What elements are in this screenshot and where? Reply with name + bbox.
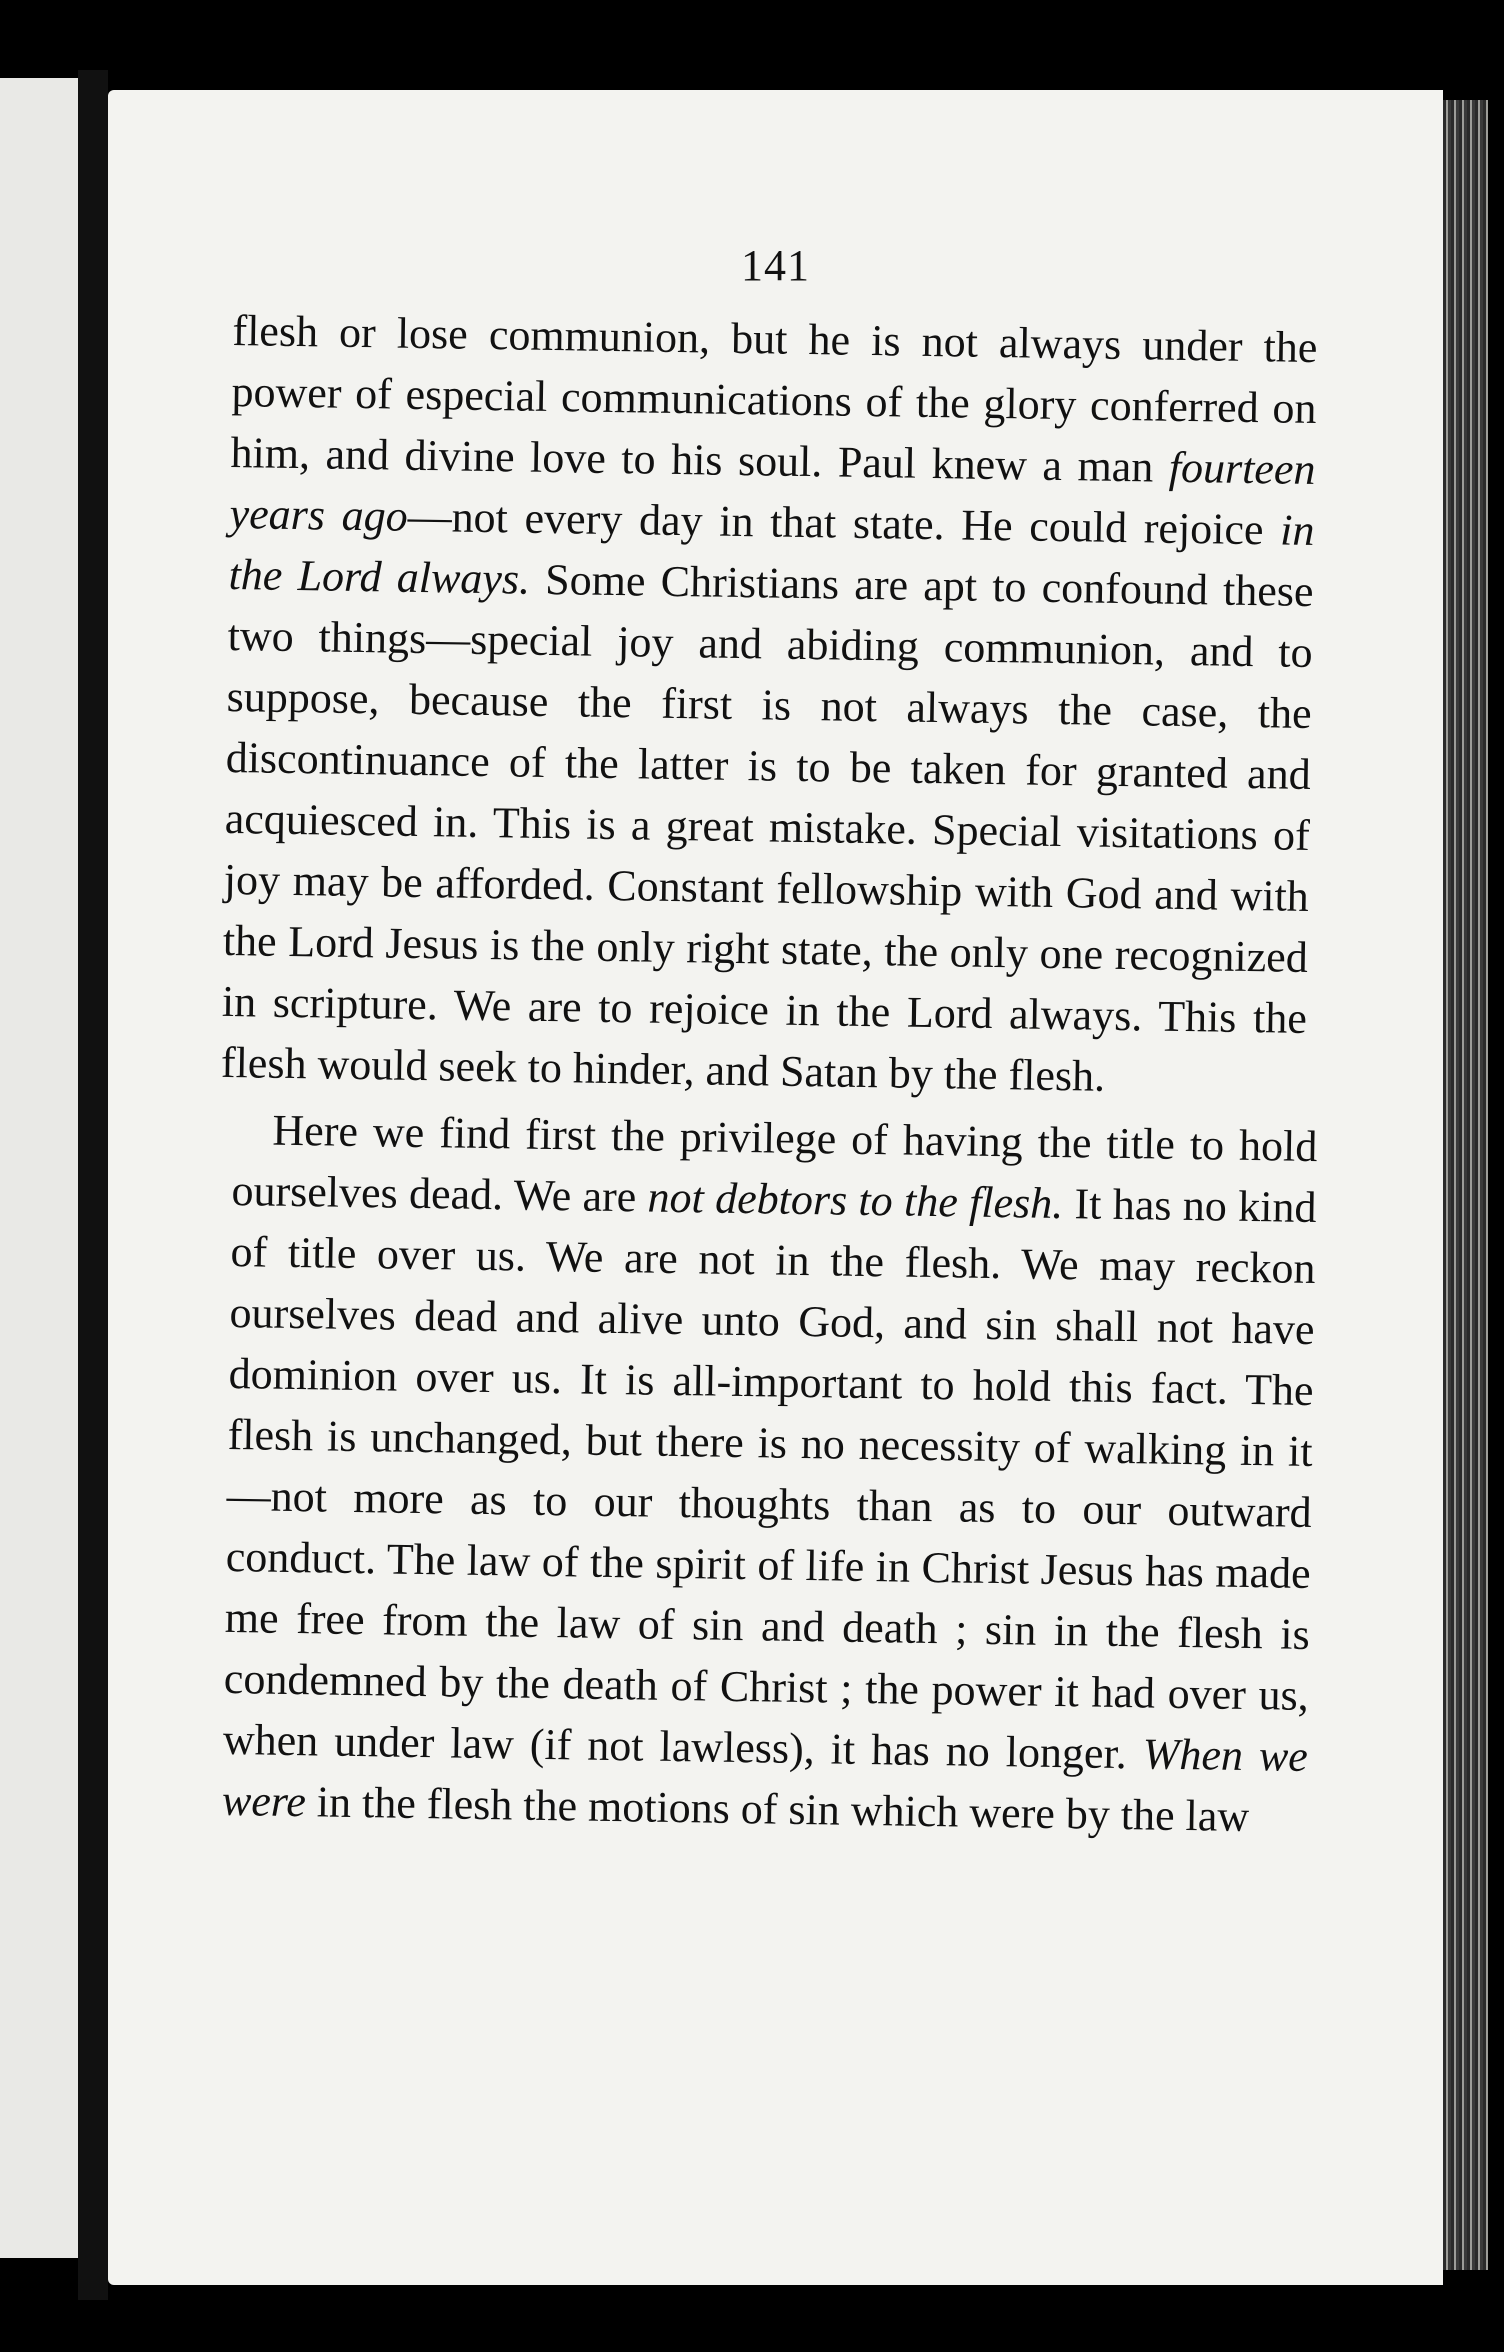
- italic-run: in the Lord always.: [228, 505, 1315, 604]
- book-page: [108, 90, 1443, 2285]
- book-gutter: [78, 70, 108, 2300]
- text-run: flesh or lose communion, but he is not always under the power of especial communications of the glory conferred on him, and divine love to his soul. Paul knew a man: [230, 305, 1318, 492]
- italic-run: fourteen years ago: [229, 442, 1316, 541]
- facing-page-edge: [0, 78, 78, 2258]
- text-run: —not every day in that state. He could rejoice: [407, 491, 1281, 555]
- text-run: Some Christians are apt to confound these two things—special joy and abiding communion, and to suppose, because the first is not always the case, the discontinuance of the latter is to be taken for granted and acquiesced in. This is a great mistake. Special visitations of joy may be afforded. Constant fellowship with God and with the Lord Jesus is the only right state, the only one recognized in scripture. We are to rejoice in the Lord always. This the flesh would seek to hinder, and Satan by the flesh.: [220, 554, 1314, 1101]
- paragraph-2: [222, 1099, 1318, 1848]
- italic-run: When we were: [221, 1729, 1309, 1827]
- page-number: 141: [741, 241, 810, 290]
- page-body: [220, 300, 1318, 1842]
- page-stack-edge: [1443, 100, 1488, 2270]
- paragraph-1: [221, 300, 1318, 1110]
- text-run: Here we find first the privilege of having the title to hold ourselves dead. We are: [231, 1105, 1318, 1222]
- italic-run: not debtors to the flesh.: [647, 1172, 1064, 1229]
- text-run: It has no kind of title over us. We are not in the flesh. We may reckon ourselves dead and alive unto God, and sin shall not have dominion over us. It is all-important to hold this fact. The flesh is unchanged, but there is no necessity of walking in it—not more as to our thoughts than as to our outward conduct. The law of the spirit of life in Christ Jesus has made me free from the law of sin and death ; sin in the flesh is condemned by the death of Christ ; the power it had over us, when under law (if not lawless), it has no longer.: [222, 1179, 1317, 1779]
- text-run: in the flesh the motions of sin which were by the law: [305, 1777, 1250, 1842]
